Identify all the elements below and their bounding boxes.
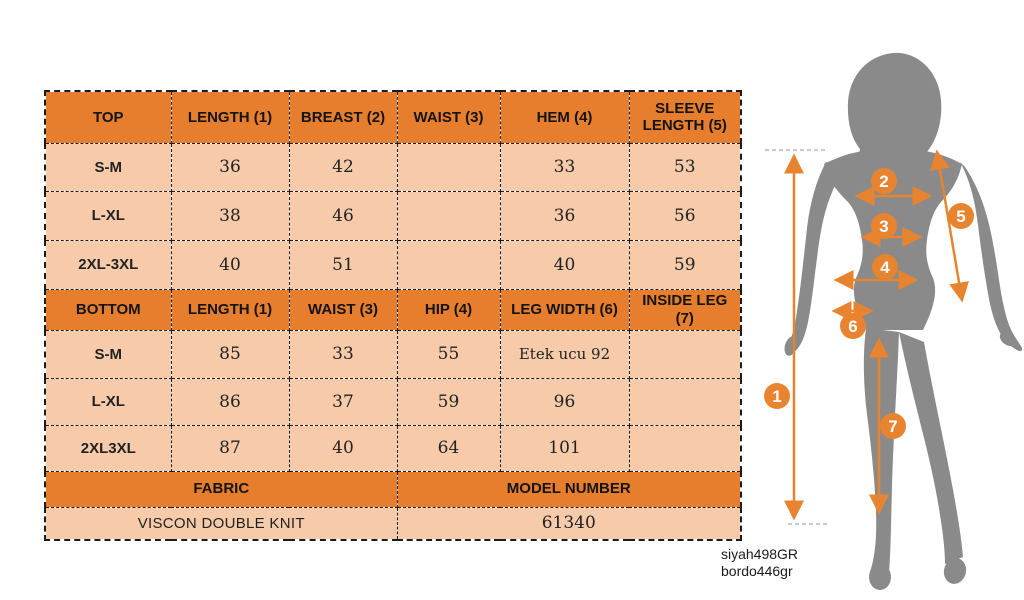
- bottom-section-title: BOTTOM: [45, 289, 171, 330]
- svg-text:5: 5: [956, 207, 966, 226]
- column-header-sleeve-length: SLEEVE LENGTH (5): [629, 91, 741, 143]
- measure-badge-1: [764, 383, 790, 409]
- cell-value: 40: [500, 240, 629, 289]
- size-label: 2XL3XL: [45, 425, 171, 471]
- cell-value: 33: [289, 330, 397, 378]
- top-header-row: [45, 91, 741, 143]
- table-row-top-lxl: [45, 191, 741, 240]
- column-header-hem: HEM (4): [500, 91, 629, 143]
- cell-value: 36: [500, 191, 629, 240]
- cell-value: 55: [397, 330, 500, 378]
- svg-text:7: 7: [888, 417, 898, 436]
- svg-text:2: 2: [879, 172, 889, 191]
- cell-value: 56: [629, 191, 741, 240]
- fabric-header: FABRIC: [45, 471, 397, 507]
- cell-value: 42: [289, 143, 397, 191]
- color-code-line2: bordo446gr: [721, 563, 793, 579]
- footer-header-row: [45, 471, 741, 507]
- bottom-header-row: [45, 289, 741, 330]
- cell-value: 101: [500, 425, 629, 471]
- table-row-bottom-2xl3xl: [45, 425, 741, 471]
- cell-value: [629, 330, 741, 378]
- cell-value: [629, 378, 741, 425]
- measure-badge-7: [880, 413, 906, 439]
- measurement-figure: [760, 40, 1024, 600]
- table-row-bottom-sm: [45, 330, 741, 378]
- table-row-bottom-lxl: [45, 378, 741, 425]
- cell-value: 36: [171, 143, 289, 191]
- cell-value: 40: [289, 425, 397, 471]
- cell-value: 64: [397, 425, 500, 471]
- cell-value: 40: [171, 240, 289, 289]
- color-code-line1: siyah498GR: [721, 546, 799, 562]
- size-table: [44, 90, 742, 541]
- cell-value: 59: [397, 378, 500, 425]
- model-number-value: 61340: [397, 507, 741, 540]
- svg-text:1: 1: [772, 387, 782, 406]
- cell-value: [629, 425, 741, 471]
- column-header-inside-leg: INSIDE LEG (7): [629, 289, 741, 330]
- table-row-top-2xl3xl: [45, 240, 741, 289]
- measure-badge-5: [948, 203, 974, 229]
- cell-value: 37: [289, 378, 397, 425]
- cell-value: 33: [500, 143, 629, 191]
- column-header-leg-width: LEG WIDTH (6): [500, 289, 629, 330]
- top-section-title: TOP: [45, 91, 171, 143]
- cell-value: [397, 143, 500, 191]
- column-header-waist: WAIST (3): [289, 289, 397, 330]
- size-label: S-M: [45, 330, 171, 378]
- measure-badge-6: [840, 313, 866, 339]
- cell-value: Etek ucu 92: [500, 330, 629, 378]
- svg-text:3: 3: [879, 217, 889, 236]
- column-header-length: LENGTH (1): [171, 91, 289, 143]
- size-label: L-XL: [45, 378, 171, 425]
- model-number-header: MODEL NUMBER: [397, 471, 741, 507]
- size-label: 2XL-3XL: [45, 240, 171, 289]
- footer-value-row: [45, 507, 741, 540]
- svg-text:6: 6: [848, 317, 858, 336]
- cell-value: [397, 240, 500, 289]
- column-header-breast: BREAST (2): [289, 91, 397, 143]
- female-silhouette: [782, 53, 1022, 590]
- cell-value: 59: [629, 240, 741, 289]
- size-label: S-M: [45, 143, 171, 191]
- size-label: L-XL: [45, 191, 171, 240]
- cell-value: 46: [289, 191, 397, 240]
- cell-value: 38: [171, 191, 289, 240]
- cell-value: 53: [629, 143, 741, 191]
- cell-value: 51: [289, 240, 397, 289]
- measure-badge-2: [871, 168, 897, 194]
- cell-value: 96: [500, 378, 629, 425]
- cell-value: [397, 191, 500, 240]
- column-header-length: LENGTH (1): [171, 289, 289, 330]
- column-header-waist: WAIST (3): [397, 91, 500, 143]
- measure-badge-4: [872, 254, 898, 280]
- column-header-hip: HIP (4): [397, 289, 500, 330]
- svg-text:4: 4: [880, 258, 890, 277]
- fabric-value: VISCON DOUBLE KNIT: [45, 507, 397, 540]
- table-row-top-sm: [45, 143, 741, 191]
- cell-value: 85: [171, 330, 289, 378]
- cell-value: 87: [171, 425, 289, 471]
- cell-value: 86: [171, 378, 289, 425]
- measure-badge-3: [871, 213, 897, 239]
